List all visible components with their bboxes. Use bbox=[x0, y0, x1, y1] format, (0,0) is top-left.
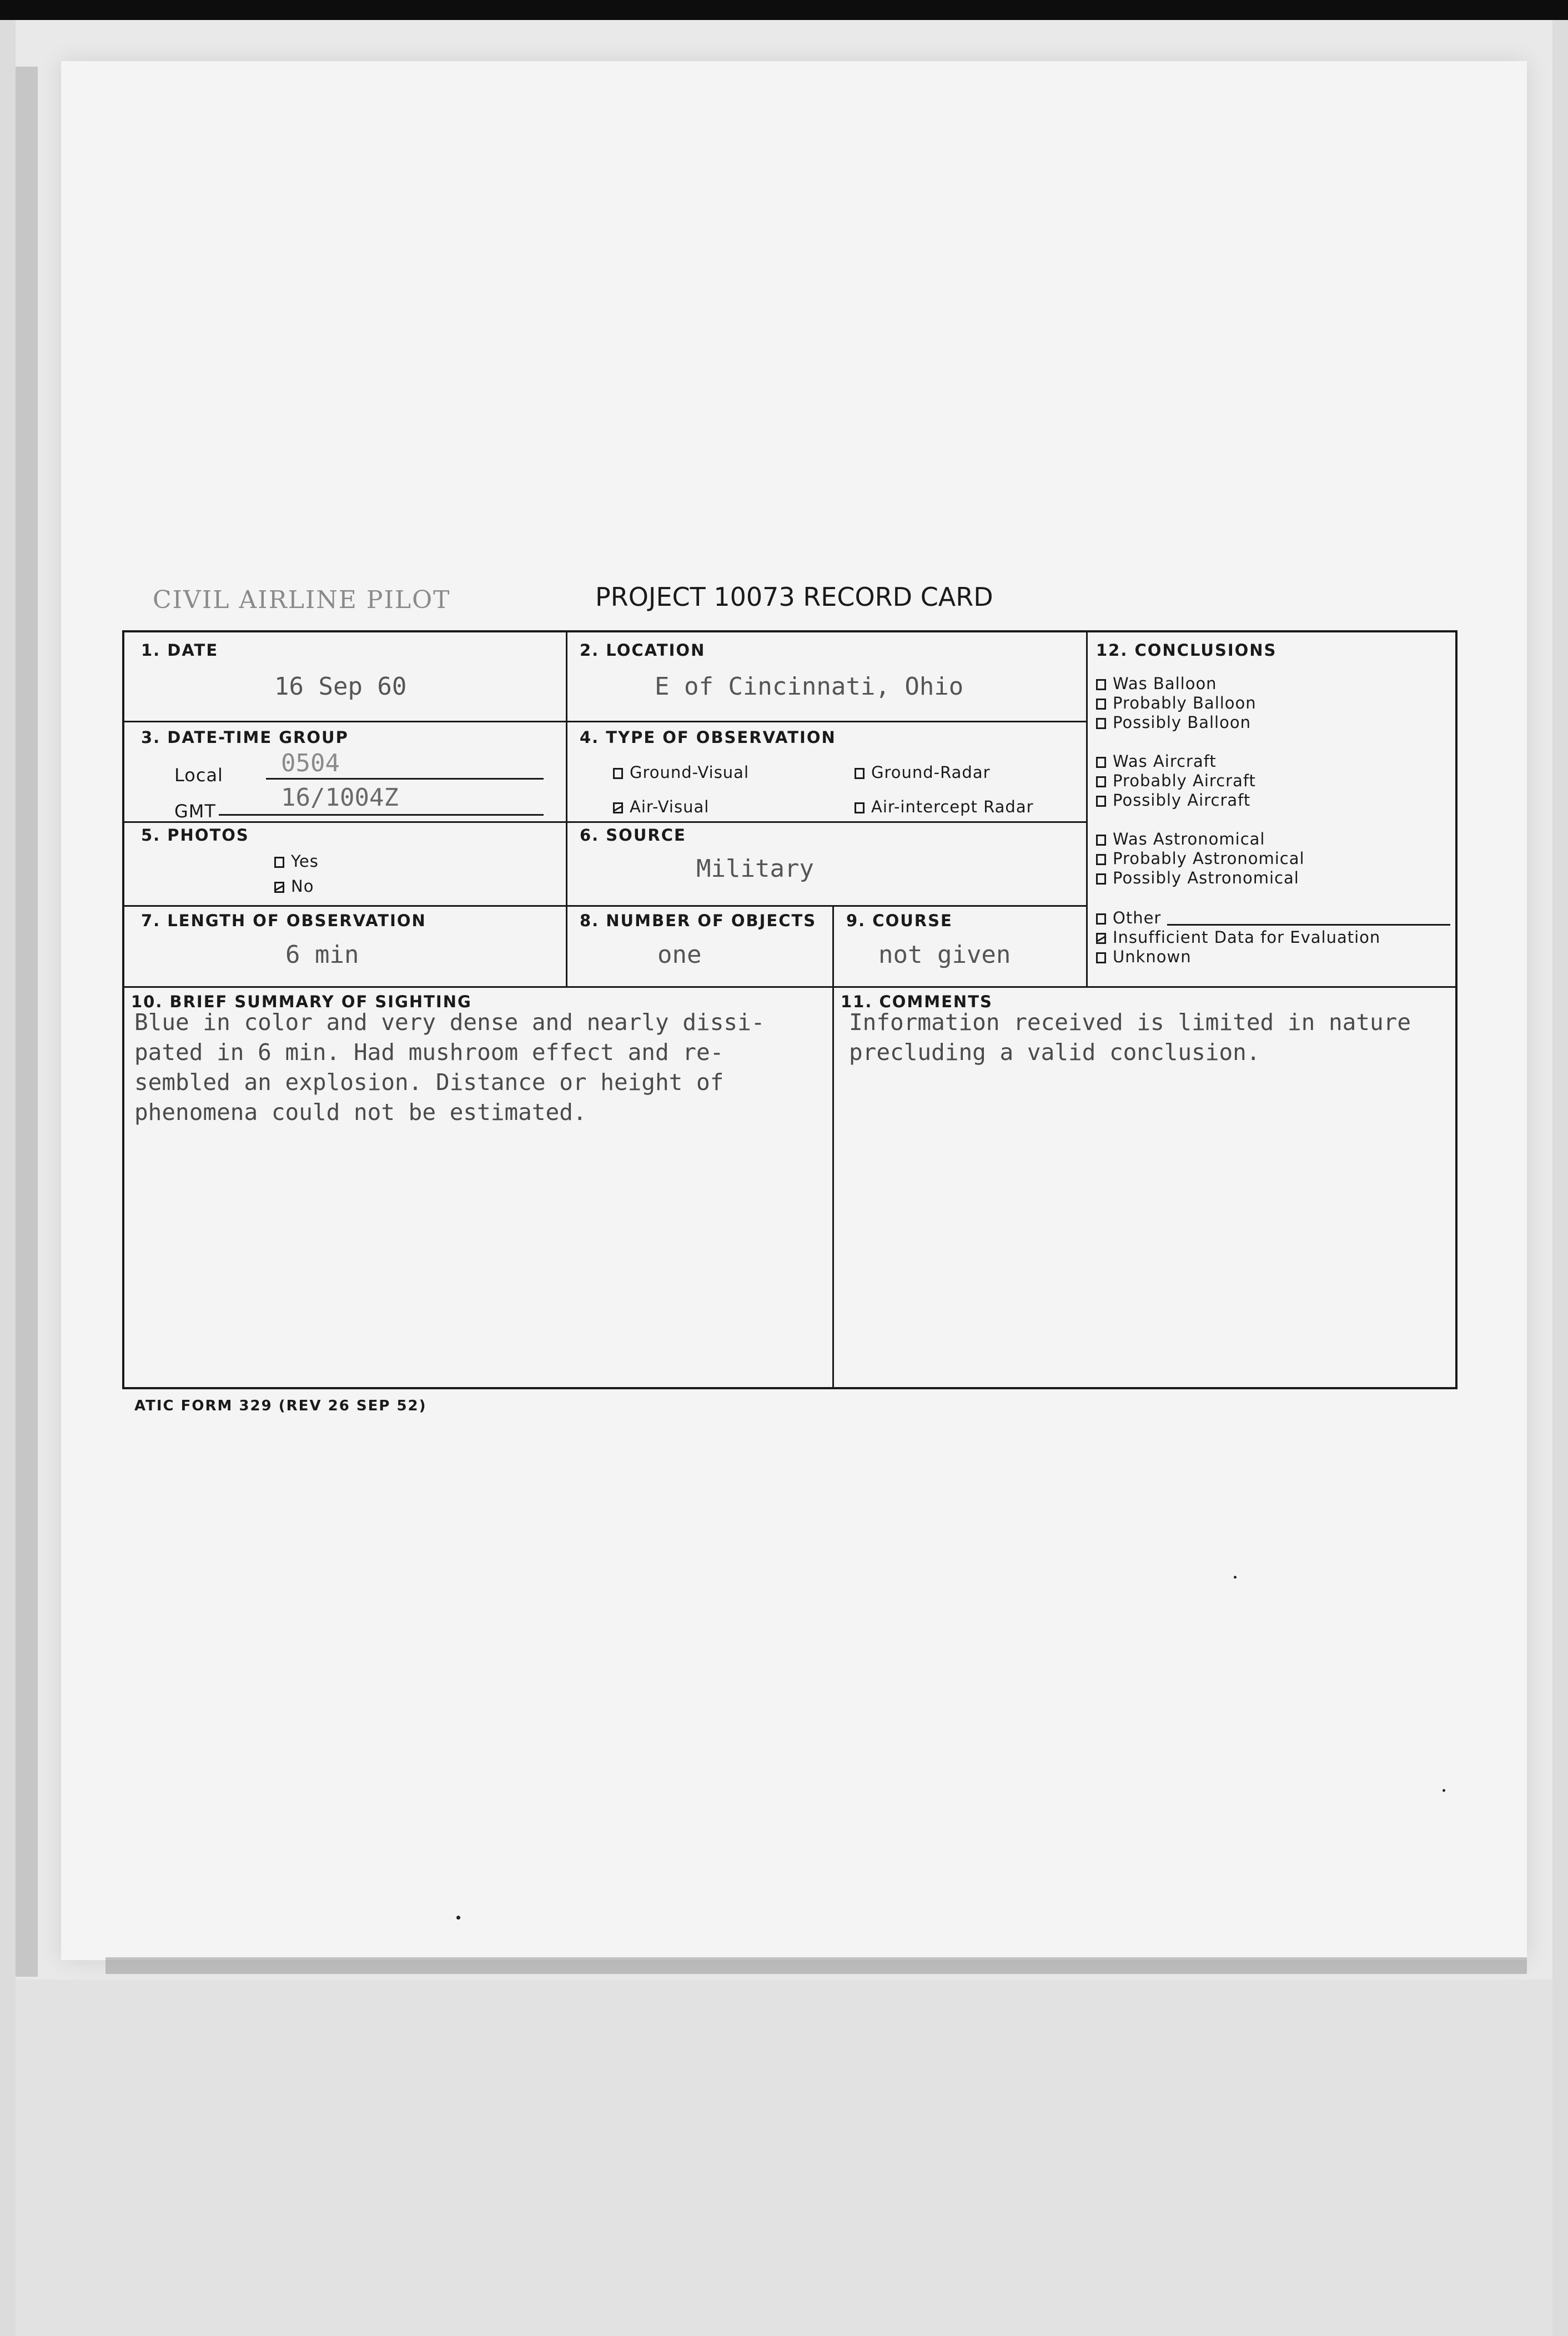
conclusion-unknown: Unknown bbox=[1096, 947, 1192, 966]
record-card bbox=[122, 630, 1458, 1389]
conclusion-possibly-astronomical: Possibly Astronomical bbox=[1096, 868, 1299, 887]
checkbox-icon bbox=[1096, 854, 1106, 865]
conclusion-was-astronomical: Was Astronomical bbox=[1096, 830, 1265, 848]
comments-text: Information received is limited in nature precluding a valid conclusion. bbox=[849, 1009, 1411, 1066]
checkbox-icon bbox=[1096, 952, 1106, 963]
divider bbox=[124, 986, 1458, 988]
sheet-shadow-left bbox=[16, 67, 38, 1977]
scan-lower-band bbox=[16, 1980, 1552, 2336]
date-value: 16 Sep 60 bbox=[274, 672, 407, 701]
local-underline bbox=[266, 778, 544, 780]
length-label: 7. LENGTH OF OBSERVATION bbox=[141, 911, 426, 930]
divider bbox=[566, 632, 567, 986]
form-id: ATIC FORM 329 (REV 26 SEP 52) bbox=[134, 1398, 427, 1414]
checkbox-icon bbox=[1096, 796, 1106, 807]
date-label: 1. DATE bbox=[141, 641, 219, 660]
num-objects-label: 8. NUMBER OF OBJECTS bbox=[580, 911, 817, 930]
conclusion-probably-aircraft: Probably Aircraft bbox=[1096, 771, 1256, 790]
observation-air-intercept-radar: Air-intercept Radar bbox=[855, 797, 1034, 816]
conclusions-label: 12. CONCLUSIONS bbox=[1096, 641, 1277, 660]
checkbox-icon bbox=[1096, 913, 1106, 925]
checkbox-icon bbox=[1096, 757, 1106, 768]
source-label: 6. SOURCE bbox=[580, 826, 686, 845]
checkbox-icon bbox=[1096, 679, 1106, 690]
photos-label: 5. PHOTOS bbox=[141, 826, 249, 845]
checkbox-icon bbox=[1096, 699, 1106, 710]
checked-checkbox-icon bbox=[274, 882, 284, 893]
divider bbox=[124, 721, 1086, 722]
conclusion-was-balloon: Was Balloon bbox=[1096, 674, 1217, 693]
scan-speck bbox=[1234, 1576, 1237, 1579]
checkbox-icon bbox=[1096, 776, 1106, 787]
divider bbox=[1086, 632, 1088, 986]
checkbox-icon bbox=[1096, 873, 1106, 885]
local-value: 0504 bbox=[281, 749, 340, 777]
checkbox-icon bbox=[855, 802, 865, 813]
checkbox-icon bbox=[613, 768, 623, 779]
gmt-value: 16/1004Z bbox=[281, 783, 399, 812]
conclusion-probably-balloon: Probably Balloon bbox=[1096, 694, 1257, 712]
conclusion-probably-astronomical: Probably Astronomical bbox=[1096, 849, 1305, 868]
local-label: Local bbox=[174, 765, 223, 786]
location-value: E of Cincinnati, Ohio bbox=[655, 672, 964, 701]
conclusion-possibly-aircraft: Possibly Aircraft bbox=[1096, 791, 1250, 810]
checkbox-icon bbox=[1096, 835, 1106, 846]
dtg-label: 3. DATE-TIME GROUP bbox=[141, 728, 349, 747]
other-underline bbox=[1167, 924, 1450, 926]
gmt-label: GMT bbox=[174, 801, 216, 822]
header-note: CIVIL AIRLINE PILOT bbox=[153, 586, 451, 614]
checkbox-icon bbox=[274, 857, 284, 868]
summary-text: Blue in color and very dense and nearly dissi- pated in 6 min. Had mushroom effect and re- sembled an explosion. Distance or height of phenomena could not be estimated. bbox=[134, 1009, 765, 1126]
scan-speck bbox=[1443, 1789, 1445, 1792]
course-label: 9. COURSE bbox=[846, 911, 953, 930]
checkbox-icon bbox=[1096, 718, 1106, 729]
scan-speck bbox=[456, 1916, 460, 1920]
photos-no: No bbox=[274, 877, 314, 896]
observation-air-visual: Air-Visual bbox=[613, 797, 709, 816]
divider bbox=[124, 821, 1086, 823]
page-title: PROJECT 10073 RECORD CARD bbox=[595, 582, 993, 612]
gmt-underline bbox=[219, 814, 544, 816]
summary-label: 10. BRIEF SUMMARY OF SIGHTING bbox=[131, 992, 472, 1011]
observation-ground-radar: Ground-Radar bbox=[855, 763, 991, 782]
conclusion-was-aircraft: Was Aircraft bbox=[1096, 752, 1217, 771]
conclusion-possibly-balloon: Possibly Balloon bbox=[1096, 713, 1251, 732]
location-label: 2. LOCATION bbox=[580, 641, 706, 660]
photos-yes: Yes bbox=[274, 852, 319, 871]
divider bbox=[832, 907, 834, 1389]
scan-top-border bbox=[0, 0, 1568, 20]
source-value: Military bbox=[696, 855, 814, 883]
course-value: not given bbox=[878, 941, 1011, 969]
checked-checkbox-icon bbox=[613, 802, 623, 813]
comments-label: 11. COMMENTS bbox=[841, 992, 993, 1011]
divider bbox=[124, 905, 1086, 907]
checked-checkbox-icon bbox=[1096, 933, 1106, 944]
conclusion-insufficient-data: Insufficient Data for Evaluation bbox=[1096, 928, 1380, 947]
observation-type-label: 4. TYPE OF OBSERVATION bbox=[580, 728, 836, 747]
num-objects-value: one bbox=[657, 941, 702, 969]
observation-ground-visual: Ground-Visual bbox=[613, 763, 749, 782]
sheet-shadow-bottom bbox=[105, 1957, 1527, 1974]
length-value: 6 min bbox=[285, 941, 359, 969]
checkbox-icon bbox=[855, 768, 865, 779]
conclusion-other: Other bbox=[1096, 908, 1161, 927]
